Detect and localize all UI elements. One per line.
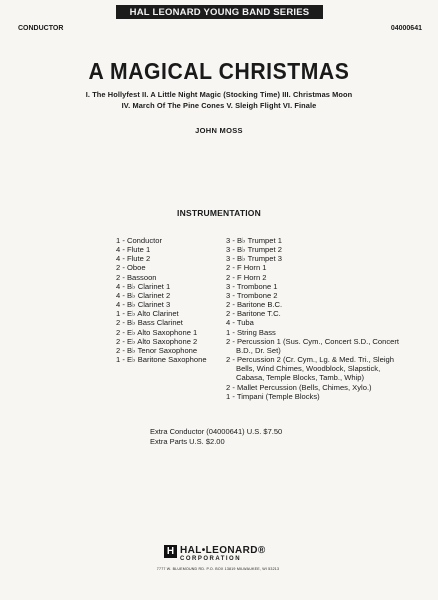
part-label: CONDUCTOR <box>18 25 64 32</box>
instrument-item: 4 - Flute 2 <box>116 254 151 264</box>
instrument-item: 2 - E♭ Alto Saxophone 2 <box>116 336 198 346</box>
movements-line-2: IV. March Of The Pine Cones V. Sleigh Flight VI. Finale <box>121 101 317 110</box>
instrument-list-column-1 <box>116 236 226 364</box>
catalog-number: 04000641 <box>390 25 422 32</box>
instrument-item: 3 - B♭ Trumpet 1 <box>226 236 282 245</box>
instrument-item: 2 - B♭ Tenor Saxophone <box>116 345 198 355</box>
instrument-item: 2 - F Horn 2 <box>226 272 267 282</box>
piece-title: A MAGICAL CHRISTMAS <box>88 58 350 84</box>
composer-name: JOHN MOSS <box>195 126 243 135</box>
extra-parts-price: Extra Parts U.S. $2.00 <box>150 437 225 446</box>
instrument-item: 4 - Flute 1 <box>116 245 151 255</box>
publisher-logo <box>130 545 306 593</box>
series-banner: HAL LEONARD YOUNG BAND SERIES <box>116 5 323 19</box>
instrument-item: 3 - B♭ Trumpet 3 <box>226 254 282 264</box>
instrument-item: 3 - B♭ Trumpet 2 <box>226 245 282 255</box>
instrument-item: 3 - Trombone 2 <box>226 290 278 300</box>
instrument-item: 2 - Oboe <box>116 263 146 273</box>
instrument-item: 2 - E♭ Alto Saxophone 1 <box>116 327 198 337</box>
instrument-item: 4 - B♭ Clarinet 2 <box>116 290 171 300</box>
instrument-item: 2 - Percussion 1 (Sus. Cym., Concert S.D., Concert B.D., Dr. Set) <box>226 336 400 355</box>
instrument-item: 1 - E♭ Alto Clarinet <box>116 309 179 319</box>
publisher-corporation: CORPORATION <box>180 556 242 562</box>
instrument-item: 2 - Mallet Percussion (Bells, Chimes, Xylo.) <box>226 382 372 392</box>
instrument-item: 2 - B♭ Bass Clarinet <box>116 318 183 328</box>
instrument-item: 4 - Tuba <box>226 318 254 328</box>
instrument-item: 2 - F Horn 1 <box>226 263 267 273</box>
instrument-item: 1 - Conductor <box>116 236 163 245</box>
instrument-item: 4 - B♭ Clarinet 1 <box>116 281 171 291</box>
instrument-item: 4 - B♭ Clarinet 3 <box>116 300 171 310</box>
instrument-item: 2 - Bassoon <box>116 272 157 282</box>
publisher-name: HAL•LEONARD® <box>180 545 266 556</box>
instrument-item: 1 - Timpani (Temple Blocks) <box>226 391 320 401</box>
movements-line-1: I. The Hollyfest II. A Little Night Magic (Stocking Time) III. Christmas Moon <box>85 90 353 99</box>
extra-conductor-price: Extra Conductor (04000641) U.S. $7.50 <box>150 427 283 436</box>
publisher-logo-mark: H <box>164 545 177 558</box>
instrument-item: 1 - String Bass <box>226 327 276 337</box>
instrumentation-heading: INSTRUMENTATION <box>177 208 261 218</box>
instrument-item: 2 - Percussion 2 (Cr. Cym., Lg. & Med. Tri., Sleigh Bells, Wind Chimes, Woodblock, Slapstick, Cabasa, Temple Blocks, Tamb., Whip) <box>226 355 394 383</box>
instrument-item: 2 - Baritone T.C. <box>226 309 281 319</box>
instrument-list-column-2 <box>226 236 406 401</box>
instrument-item: 1 - E♭ Baritone Saxophone <box>116 355 207 365</box>
publisher-address: 7777 W. BLUEMOUND RD. P.O. BOX 13819 MILWAUKEE, WI 53213 <box>156 567 280 571</box>
instrument-item: 3 - Trombone 1 <box>226 281 278 291</box>
instrument-item: 2 - Baritone B.C. <box>226 300 283 310</box>
